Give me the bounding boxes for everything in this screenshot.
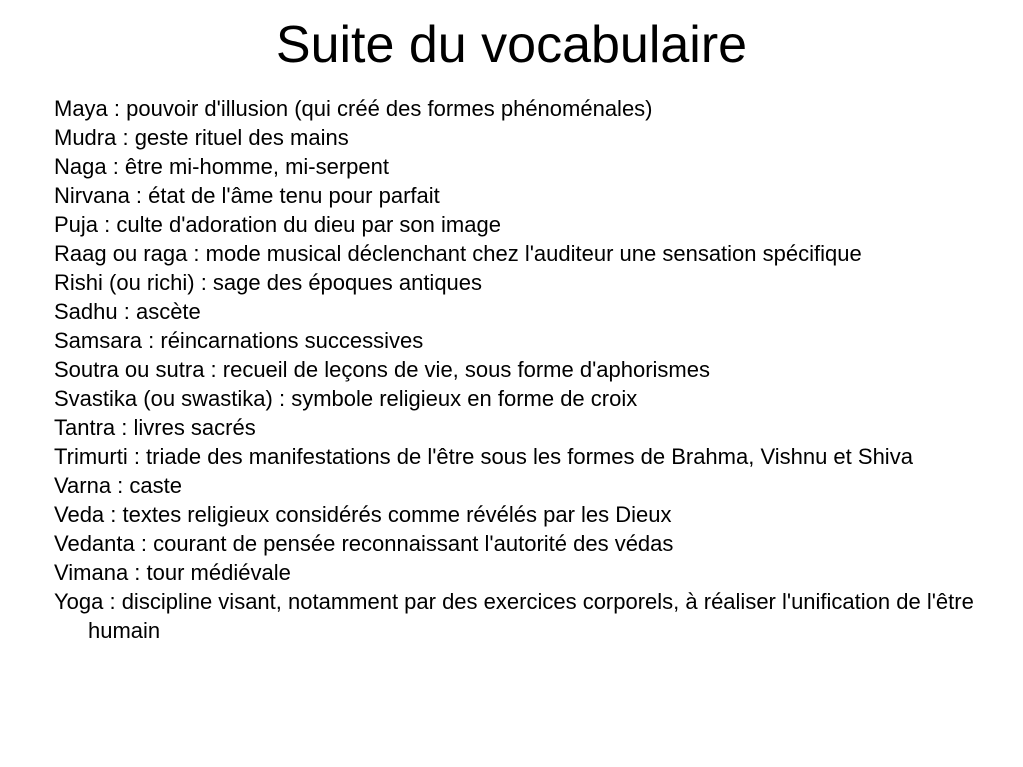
vocabulary-entry: Soutra ou sutra : recueil de leçons de vie, sous forme d'aphorismes xyxy=(54,357,710,382)
vocabulary-entry: Mudra : geste rituel des mains xyxy=(54,125,349,150)
vocabulary-entry: Sadhu : ascète xyxy=(54,299,201,324)
vocabulary-entry: Varna : caste xyxy=(54,473,182,498)
vocabulary-entry: Naga : être mi-homme, mi-serpent xyxy=(54,154,389,179)
vocabulary-entry: Tantra : livres sacrés xyxy=(54,415,256,440)
vocabulary-entry: Puja : culte d'adoration du dieu par son image xyxy=(54,212,501,237)
vocabulary-entry: Vimana : tour médiévale xyxy=(54,560,291,585)
vocabulary-entry: Raag ou raga : mode musical déclenchant chez l'auditeur une sensation spécifique xyxy=(54,241,862,266)
vocabulary-entry: Nirvana : état de l'âme tenu pour parfait xyxy=(54,183,440,208)
vocabulary-entry: Svastika (ou swastika) : symbole religieux en forme de croix xyxy=(54,386,638,411)
slide-title: Suite du vocabulaire xyxy=(275,16,748,74)
vocabulary-entry: Samsara : réincarnations successives xyxy=(54,328,424,353)
vocabulary-entry: Maya : pouvoir d'illusion (qui créé des formes phénoménales) xyxy=(54,96,653,121)
vocabulary-entry: Vedanta : courant de pensée reconnaissant l'autorité des védas xyxy=(54,531,674,556)
vocabulary-entry: Yoga : discipline visant, notamment par des exercices corporels, à réaliser l'unification de l'être humain xyxy=(54,589,974,643)
vocabulary-list xyxy=(54,94,974,645)
vocabulary-entry: Trimurti : triade des manifestations de l'être sous les formes de Brahma, Vishnu et Shiva xyxy=(54,444,913,469)
vocabulary-entry: Rishi (ou richi) : sage des époques antiques xyxy=(54,270,483,295)
vocabulary-entry: Veda : textes religieux considérés comme révélés par les Dieux xyxy=(54,502,672,527)
